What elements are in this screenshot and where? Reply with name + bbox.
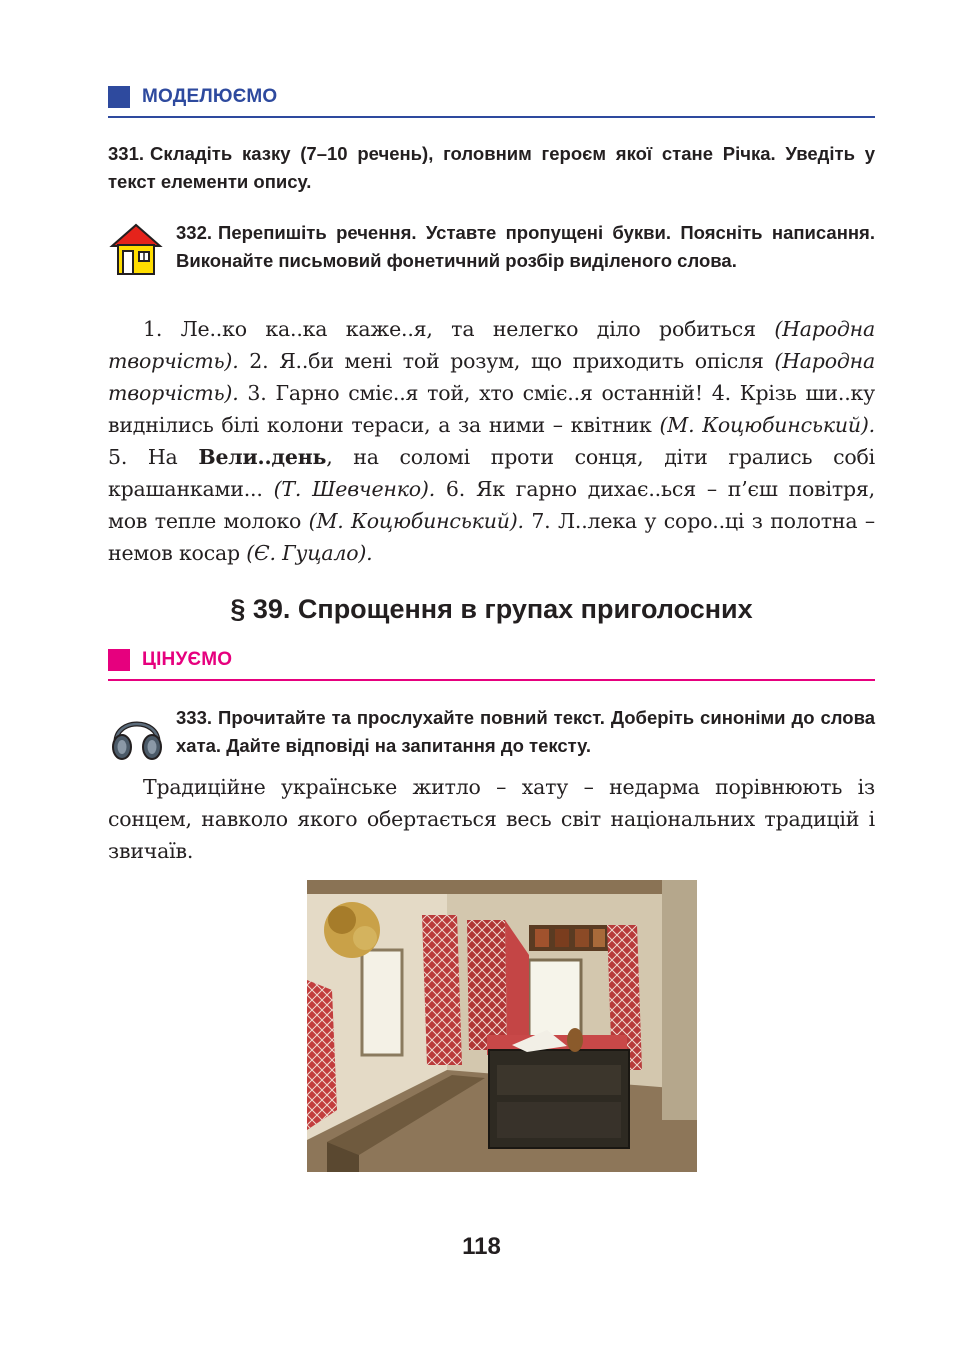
blue-square-marker <box>108 86 130 108</box>
sentence-6: 6. Як гарно дихає..ься – п’єш повітря, мов тепле молоко <box>108 477 875 533</box>
task-331 <box>108 140 875 196</box>
section-divider <box>108 116 875 118</box>
page-number: 118 <box>462 1233 501 1260</box>
hut-interior-photo <box>307 880 697 1172</box>
task-number: 333. <box>176 707 213 728</box>
section-label: ЦІНУЄМО <box>142 649 233 670</box>
source-4: (М. Коцюбинський). <box>659 413 875 437</box>
source-6: (М. Коцюбинський). <box>308 509 524 533</box>
sentence-2: 2. Я..би мені той розум, що приходить опісля <box>249 349 764 373</box>
sentence-7: 7. Л..лека у соро..ці з полотна – немов косар <box>108 509 875 565</box>
task-333 <box>176 704 875 760</box>
section-divider <box>108 679 875 681</box>
sentence-5-end: , на соломі проти сонця, діти грались собі крашанками... <box>108 445 875 501</box>
source-2: (Народна творчість). <box>108 349 875 405</box>
sentence-1: 1. Ле..ко ка..ка каже..я, та нелегко діло робиться <box>143 317 756 341</box>
headphones-icon <box>108 706 166 762</box>
task-text: Перепишіть речення. Уставте пропущені букви. Поясніть написання. Виконайте письмовий фонетичний розбір виділеного слова. <box>176 222 875 271</box>
source-7: (Є. Гуцало). <box>246 541 373 565</box>
sentence-3: 3. Гарно сміє..я той, хто сміє..я останній! <box>247 381 703 405</box>
house-icon <box>108 222 164 276</box>
task-332 <box>176 219 875 275</box>
sentence-4: 4. Крізь ши..ку виднілись білі колони тераси, а за ними – квітник <box>108 381 875 437</box>
source-5: (Т. Шевченко). <box>273 477 436 501</box>
paragraph-title: § 39. Спрощення в групах приголосних <box>230 594 753 624</box>
task-number: 332. <box>176 222 213 243</box>
section-header-valuing <box>108 647 875 673</box>
source-1: (Народна творчість). <box>108 317 875 373</box>
task-text: Прочитайте та прослухайте повний текст. Доберіть синоніми до слова хата. Дайте відповіді на запитання до тексту. <box>176 707 875 756</box>
sentence-5-start: 5. На <box>108 445 178 469</box>
task-text: Складіть казку (7–10 речень), головним героєм якої стане Річка. Уведіть у текст елементи опису. <box>108 143 875 192</box>
magenta-square-marker <box>108 649 130 671</box>
section-label: МОДЕЛЮЄМО <box>142 86 278 107</box>
task-number: 331. <box>108 143 145 164</box>
highlighted-word: Вели..день <box>198 445 327 469</box>
reading-text: Традиційне українське житло – хату – недарма порівнюють із сонцем, навколо якого обертається весь світ національних традицій і звичаїв. <box>108 775 875 863</box>
section-header-modeling <box>108 84 875 110</box>
exercise-text <box>108 313 875 569</box>
